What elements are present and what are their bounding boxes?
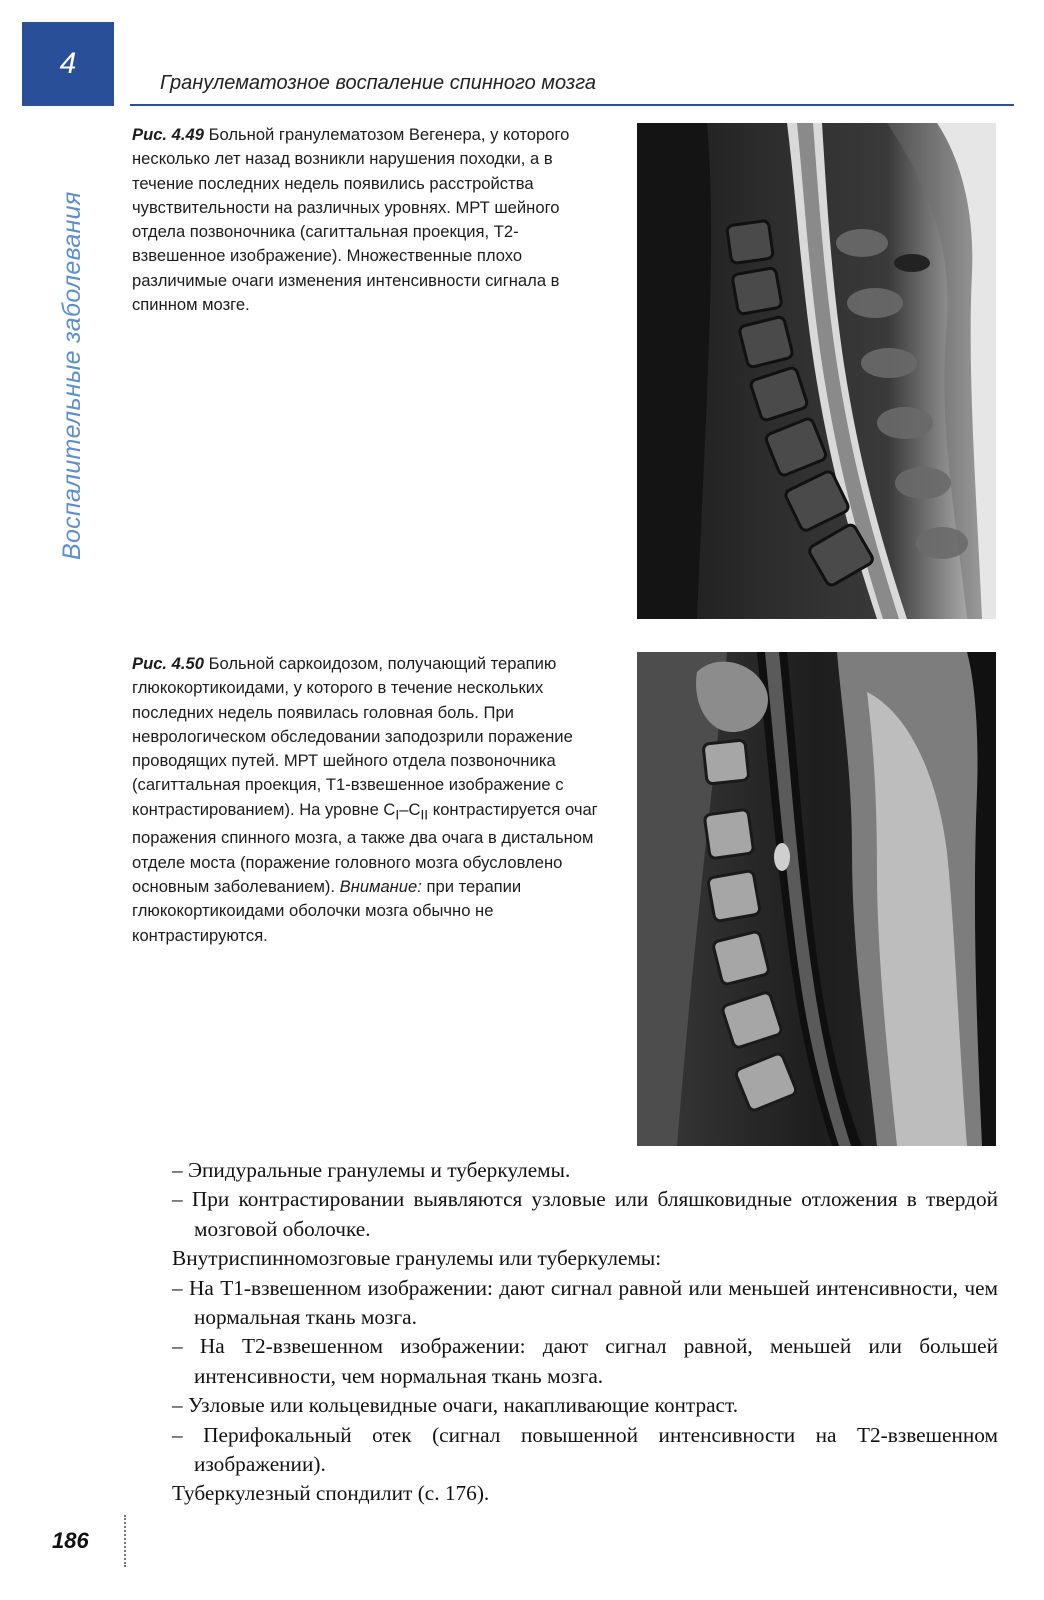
- chapter-number-box: [22, 22, 114, 106]
- list-item: – При контрастировании выявляются узловые или бляшковидные отложения в твердой мозговой оболочке.: [172, 1187, 998, 1241]
- mri-image-t1-contrast: [637, 652, 996, 1146]
- list-item: – На Т1-взвешенном изображении: дают сигнал равной или меньшей интенсивности, чем нормальная ткань мозга.: [172, 1275, 998, 1330]
- figure-caption-4-50: [132, 652, 610, 948]
- figure-caption-text-2: контрастируется очаг поражения спинного мозга, а также два очага в дистальном отделе моста (поражение головного мозга обусловлено основным заболеванием).: [132, 799, 598, 896]
- figure-number: Рис. 4.49: [132, 125, 204, 144]
- mri-sagittal-t1-figure: [637, 652, 996, 1146]
- body-text: [172, 1156, 998, 1509]
- mri-image-t2: [637, 123, 996, 619]
- figure-number: Рис. 4.50: [132, 654, 204, 673]
- chapter-number: 4: [59, 47, 77, 80]
- footer-dotted-line: [124, 1515, 126, 1567]
- figure-caption-4-49: [132, 123, 610, 317]
- list-item: – Узловые или кольцевидные очаги, накапливающие контраст.: [172, 1393, 739, 1418]
- section-side-label: Воспалительные заболевания: [58, 191, 86, 560]
- caption-emphasis: Внимание:: [339, 876, 422, 896]
- list-item: – На Т2-взвешенном изображении: дают сигнал равной, меньшей или большей интенсивности, чем нормальная ткань мозга.: [172, 1334, 998, 1388]
- subscript-c1: I: [395, 806, 400, 823]
- list-item: – Перифокальный отек (сигнал повышенной интенсивности на Т2-взвешенном изображении).: [172, 1422, 998, 1477]
- header-divider: [130, 104, 1014, 106]
- running-title: Гранулематозное воспаление спинного мозга: [160, 72, 596, 94]
- list-item: – Эпидуральные гранулемы и туберкулемы.: [172, 1158, 571, 1182]
- figure-caption-text-1: Больной саркоидозом, получающий терапию глюкокортикоидами, у которого в течение нескольких последних недель появилась головная боль. При неврологическом обследовании заподозрили поражение проводящих путей. МРТ шейного отдела позвоночника (сагиттальная проекция, Т1-взвешенное изображение с контрастированием). На уровне C: [132, 654, 573, 819]
- level-dash: –C: [399, 799, 421, 819]
- closing-line: Туберкулезный спондилит (с. 176).: [172, 1481, 490, 1506]
- figure-caption-text: Больной гранулематозом Вегенера, у которого несколько лет назад возникли нарушения походки, а в течение последних недель появились расстройства чувствительности на различных уровнях. МРТ шейного отдела позвоночника (сагиттальная проекция, Т2-взвешенное изображение). Множественные плохо различимые очаги изменения интенсивности сигнала в спинном мозге.: [132, 125, 570, 315]
- page-number: 186: [52, 1528, 89, 1553]
- subheading: Внутриспинномозговые гранулемы или туберкулемы:: [172, 1246, 662, 1271]
- mri-sagittal-t2-figure: [637, 123, 996, 619]
- subscript-c2: II: [420, 806, 429, 823]
- figure-caption-text-3: при терапии глюкокортикоидами оболочки мозга обычно не контрастируются.: [132, 876, 522, 945]
